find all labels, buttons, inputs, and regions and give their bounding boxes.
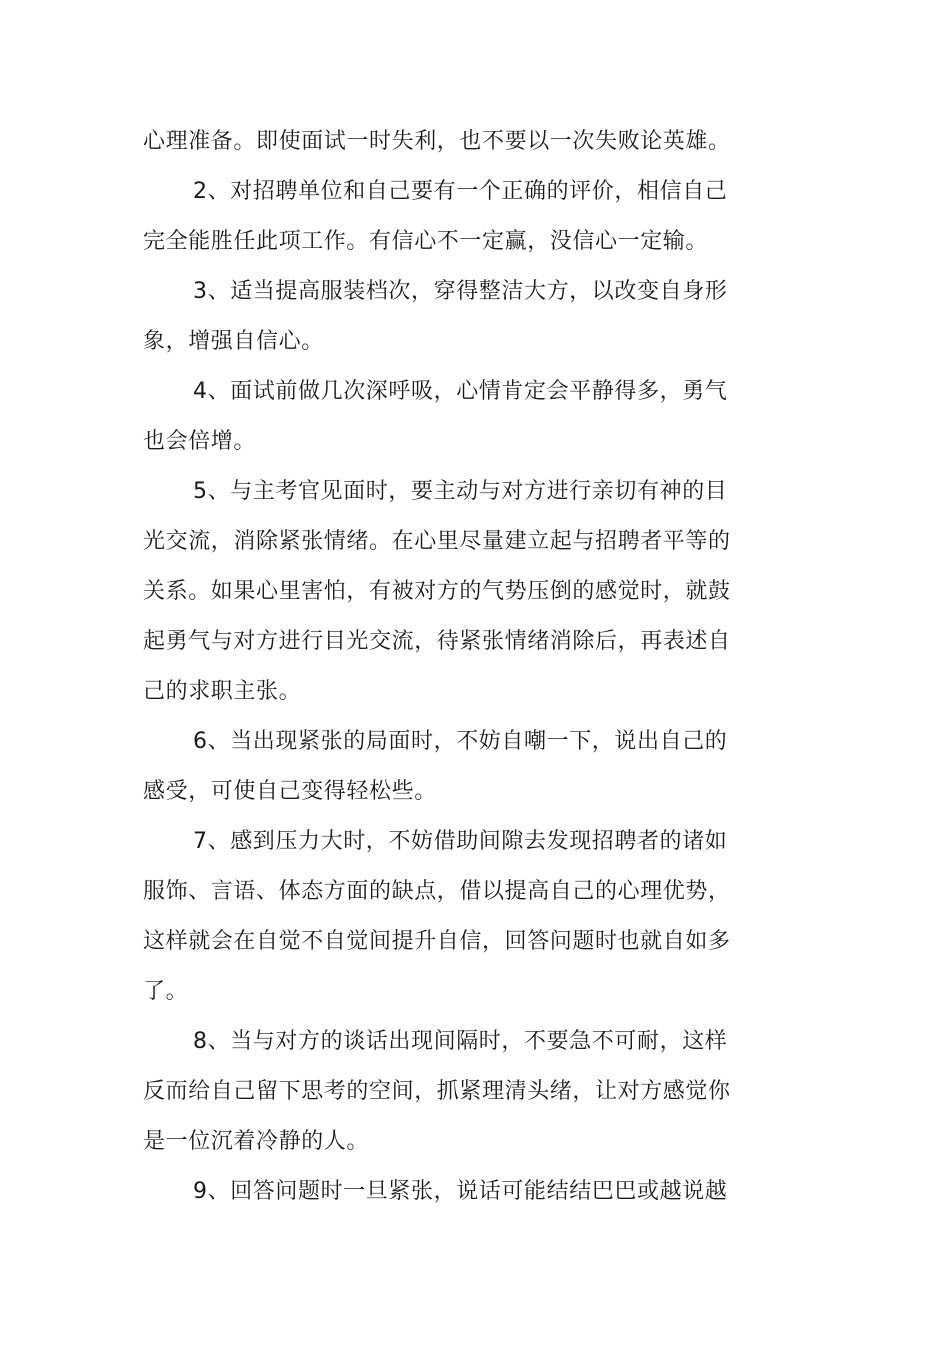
- text-line: 反而给自己留下思考的空间，抓紧理清头绪，让对方感觉你: [143, 1079, 731, 1104]
- text-line: 完全能胜任此项工作。有信心不一定赢，没信心一定输。: [143, 229, 709, 254]
- text-line: 感受，可使自己变得轻松些。: [143, 779, 437, 804]
- text-line: 关系。如果心里害怕，有被对方的气势压倒的感觉时，就鼓: [143, 579, 731, 604]
- text-line: 3、适当提高服装档次，穿得整洁大方，以改变自身形: [193, 279, 728, 304]
- text-line: 这样就会在自觉不自觉间提升自信，回答问题时也就自如多: [143, 929, 731, 954]
- text-line: 象，增强自信心。: [143, 329, 324, 354]
- text-line: 5、与主考官见面时，要主动与对方进行亲切有神的目: [193, 479, 728, 504]
- text-line: 起勇气与对方进行目光交流，待紧张情绪消除后，再表述自: [143, 629, 731, 654]
- text-line: 光交流，消除紧张情绪。在心里尽量建立起与招聘者平等的: [143, 529, 731, 554]
- text-line: 了。: [143, 979, 189, 1004]
- text-line: 7、感到压力大时，不妨借助间隙去发现招聘者的诸如: [193, 829, 728, 854]
- text-line: 6、当出现紧张的局面时，不妨自嘲一下，说出自己的: [193, 729, 728, 754]
- text-line: 己的求职主张。: [143, 679, 302, 704]
- text-line: 心理准备。即使面试一时失利，也不要以一次失败论英雄。: [143, 129, 731, 154]
- text-line: 是一位沉着冷静的人。: [143, 1129, 370, 1154]
- text-line: 8、当与对方的谈话出现间隔时，不要急不可耐，这样: [193, 1029, 728, 1054]
- text-line: 2、对招聘单位和自己要有一个正确的评价，相信自己: [193, 179, 728, 204]
- text-line: 4、面试前做几次深呼吸，心情肯定会平静得多，勇气: [193, 379, 728, 404]
- text-line: 服饰、言语、体态方面的缺点，借以提高自己的心理优势，: [143, 879, 731, 904]
- text-line: 9、回答问题时一旦紧张，说话可能结结巴巴或越说越: [193, 1179, 728, 1204]
- text-line: 也会倍增。: [143, 429, 257, 454]
